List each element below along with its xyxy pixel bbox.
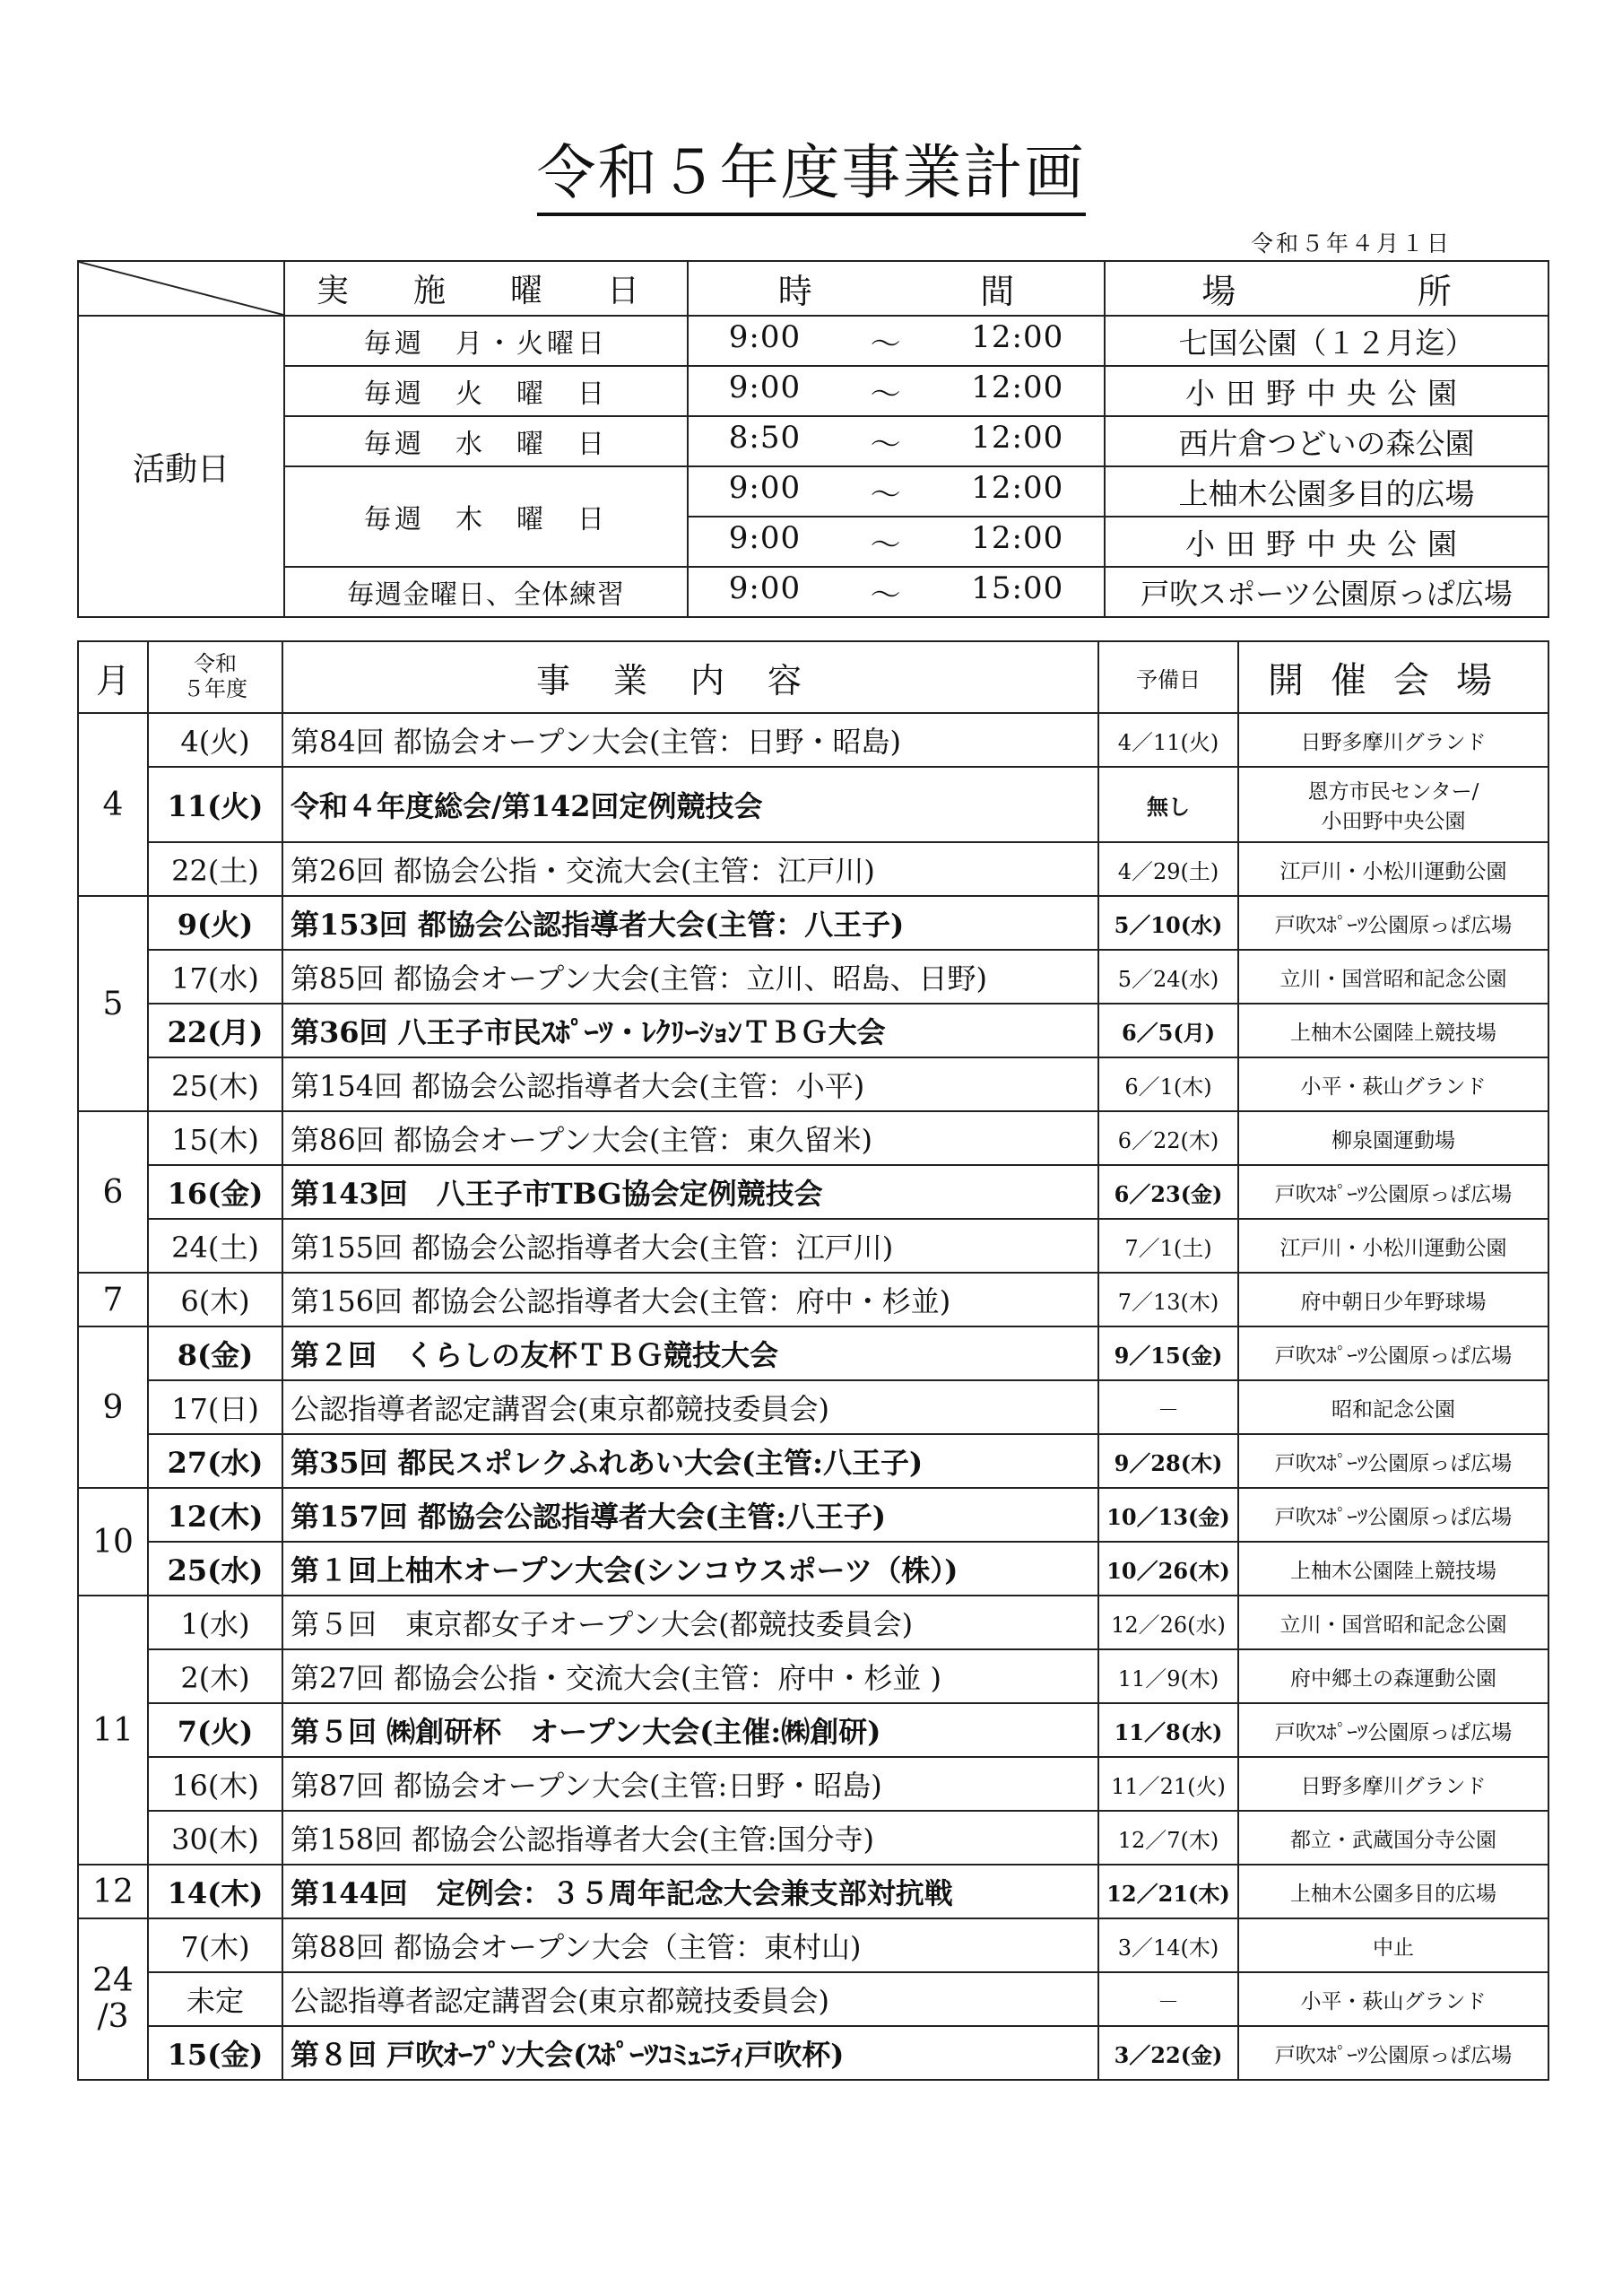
event-venue: 日野多摩川グランド (1238, 713, 1548, 767)
month-cell: 6 (78, 1111, 148, 1273)
event-date: 14(木) (148, 1865, 282, 1918)
event-name: 第88回 都協会オープン大会（主管：東村山) (282, 1918, 1098, 1972)
event-name: 第８回 戸吹ｵｰﾌﾟﾝ大会(ｽﾎﾟｰﾂｺﾐｭﾆﾃｨ戸吹杯) (282, 2026, 1098, 2080)
event-row (78, 1649, 1548, 1703)
header-time (688, 261, 1105, 316)
event-venue: 昭和記念公園 (1238, 1380, 1548, 1434)
issue-date: 令和５年４月１日 (1250, 230, 1452, 257)
slot-end: 15:00 (971, 570, 1064, 606)
event-date: 9(火) (148, 896, 282, 950)
month-cell: 7 (78, 1273, 148, 1326)
activity-slot-row (78, 466, 1548, 517)
slot-place: 西片倉つどいの森公園 (1105, 416, 1548, 466)
reserve-date: 9／15(金) (1098, 1326, 1238, 1380)
diagonal-corner-cell (78, 261, 284, 316)
event-name: 第36回 八王子市民ｽﾎﾟｰﾂ・ﾚｸﾘｰｼｮﾝＴＢＧ大会 (282, 1004, 1098, 1057)
event-venue: 戸吹ｽﾎﾟｰﾂ公園原っぱ広場 (1238, 1488, 1548, 1542)
reserve-date: 7／13(木) (1098, 1273, 1238, 1326)
slot-place: 小田野中央公園 (1105, 517, 1548, 567)
event-date: 11(火) (148, 767, 282, 842)
venue-line1: 恩方市民センター/ (1307, 780, 1479, 804)
event-date: 17(水) (148, 950, 282, 1004)
reserve-date: 7／1(土) (1098, 1219, 1238, 1273)
event-name: 第26回 都協会公指・交流大会(主管：江戸川) (282, 842, 1098, 896)
slot-time (688, 517, 1105, 567)
event-date: 未定 (148, 1972, 282, 2026)
event-name: 公認指導者認定講習会(東京都競技委員会) (282, 1380, 1098, 1434)
event-row (78, 1219, 1548, 1273)
event-row (78, 1273, 1548, 1326)
reserve-date: 5／24(水) (1098, 950, 1238, 1004)
month-cell (78, 1918, 148, 2080)
header-venue: 開催会場 (1238, 641, 1548, 713)
slot-time (688, 416, 1105, 466)
slot-sep: ～ (870, 476, 902, 513)
event-date: 2(木) (148, 1649, 282, 1703)
event-name: 第５回 ㈱創研杯 オープン大会(主催:㈱創研) (282, 1703, 1098, 1757)
slot-day: 毎週 月・火曜日 (284, 316, 688, 366)
event-row (78, 1865, 1548, 1918)
schedule-body (78, 713, 1548, 2080)
event-name: 第86回 都協会オープン大会(主管：東久留米) (282, 1111, 1098, 1165)
schedule-header-row (78, 641, 1548, 713)
venue-line2: 小田野中央公園 (1321, 810, 1466, 833)
slot-sep: ～ (870, 326, 902, 362)
reserve-date: 12／21(木) (1098, 1865, 1238, 1918)
event-row (78, 1380, 1548, 1434)
event-venue: 小平・萩山グランド (1238, 1057, 1548, 1111)
slot-place: 小田野中央公園 (1105, 366, 1548, 416)
event-venue: 府中朝日少年野球場 (1238, 1273, 1548, 1326)
header-content: 事業内容 (282, 641, 1098, 713)
slot-end: 12:00 (971, 519, 1064, 556)
slot-sep: ～ (870, 526, 902, 563)
reserve-date: 6／23(金) (1098, 1165, 1238, 1219)
event-name: 令和４年度総会/第142回定例競技会 (282, 767, 1098, 842)
activity-slot-row (78, 366, 1548, 416)
event-date: 12(木) (148, 1488, 282, 1542)
event-row (78, 1057, 1548, 1111)
event-date: 30(木) (148, 1811, 282, 1865)
event-row (78, 1434, 1548, 1488)
slot-sep: ～ (870, 426, 902, 463)
slot-place: 上柚木公園多目的広場 (1105, 466, 1548, 517)
header-date (148, 641, 282, 713)
reserve-date: － (1098, 1380, 1238, 1434)
slot-start: 9:00 (728, 318, 802, 355)
month-line2: /3 (97, 1998, 129, 2035)
slot-start: 9:00 (728, 519, 802, 556)
event-name: 第153回 都協会公認指導者大会(主管：八王子) (282, 896, 1098, 950)
event-row (78, 713, 1548, 767)
event-date: 4(火) (148, 713, 282, 767)
header-place (1105, 261, 1548, 316)
event-name: 第155回 都協会公認指導者大会(主管：江戸川) (282, 1219, 1098, 1273)
event-name: 第143回 八王子市TBG協会定例競技会 (282, 1165, 1098, 1219)
event-row (78, 1004, 1548, 1057)
event-date: 16(金) (148, 1165, 282, 1219)
event-venue: 府中郷土の森運動公園 (1238, 1649, 1548, 1703)
slot-time (688, 466, 1105, 517)
event-venue: 中止 (1238, 1918, 1548, 1972)
event-row (78, 842, 1548, 896)
event-date: 22(土) (148, 842, 282, 896)
slot-place: 七国公園（１２月迄） (1105, 316, 1548, 366)
slot-time (688, 366, 1105, 416)
slot-sep: ～ (870, 376, 902, 413)
event-venue: 立川・国営昭和記念公園 (1238, 950, 1548, 1004)
slot-start: 9:00 (728, 469, 802, 506)
event-venue: 戸吹ｽﾎﾟｰﾂ公園原っぱ広場 (1238, 1326, 1548, 1380)
slot-time (688, 567, 1105, 617)
reserve-date: 6／22(木) (1098, 1111, 1238, 1165)
header-place-b: 所 (1417, 272, 1452, 311)
event-row (78, 1165, 1548, 1219)
month-cell: 10 (78, 1488, 148, 1596)
event-date: 15(金) (148, 2026, 282, 2080)
event-row (78, 767, 1548, 842)
header-reserve: 予備日 (1098, 641, 1238, 713)
event-name: 第157回 都協会公認指導者大会(主管:八王子) (282, 1488, 1098, 1542)
activity-slot-row (78, 316, 1548, 366)
slot-start: 9:00 (728, 570, 802, 606)
month-cell: 9 (78, 1326, 148, 1488)
event-date: 8(金) (148, 1326, 282, 1380)
slot-day: 毎週 水 曜 日 (284, 416, 688, 466)
event-date: 15(木) (148, 1111, 282, 1165)
event-row (78, 896, 1548, 950)
event-name: 公認指導者認定講習会(東京都競技委員会) (282, 1972, 1098, 2026)
reserve-date: 11／9(木) (1098, 1649, 1238, 1703)
header-time-a: 時 (777, 272, 812, 311)
event-row (78, 2026, 1548, 2080)
event-venue: 小平・萩山グランド (1238, 1972, 1548, 2026)
month-cell: 4 (78, 713, 148, 896)
event-venue: 戸吹ｽﾎﾟｰﾂ公園原っぱ広場 (1238, 896, 1548, 950)
event-date: 6(木) (148, 1273, 282, 1326)
slot-end: 12:00 (971, 469, 1064, 506)
diagonal-line (79, 262, 283, 315)
event-venue: 上柚木公園陸上競技場 (1238, 1542, 1548, 1596)
slot-time (688, 316, 1105, 366)
slot-end: 12:00 (971, 318, 1064, 355)
event-date: 22(月) (148, 1004, 282, 1057)
event-row (78, 1326, 1548, 1380)
header-date-line1: 令和 (194, 651, 237, 677)
event-date: 7(火) (148, 1703, 282, 1757)
page-title: 令和５年度事業計画 (0, 144, 1622, 203)
slot-end: 12:00 (971, 369, 1064, 405)
event-name: 第84回 都協会オープン大会(主管：日野・昭島) (282, 713, 1098, 767)
event-row (78, 950, 1548, 1004)
event-venue: 立川・国営昭和記念公園 (1238, 1596, 1548, 1649)
slot-end: 12:00 (971, 419, 1064, 456)
event-venue: 柳泉園運動場 (1238, 1111, 1548, 1165)
activity-header-row (78, 261, 1548, 316)
event-venue: 都立・武蔵国分寺公園 (1238, 1811, 1548, 1865)
event-row (78, 1542, 1548, 1596)
reserve-date: 6／1(木) (1098, 1057, 1238, 1111)
event-row (78, 1703, 1548, 1757)
reserve-date: 9／28(木) (1098, 1434, 1238, 1488)
event-name: 第85回 都協会オープン大会(主管：立川、昭島、日野) (282, 950, 1098, 1004)
reserve-date: 4／29(土) (1098, 842, 1238, 896)
event-name: 第27回 都協会公指・交流大会(主管：府中・杉並 ) (282, 1649, 1098, 1703)
month-cell: 12 (78, 1865, 148, 1918)
reserve-date: 11／21(火) (1098, 1757, 1238, 1811)
event-name: 第５回 東京都女子オープン大会(都競技委員会) (282, 1596, 1098, 1649)
activity-slot-row (78, 416, 1548, 466)
event-date: 1(水) (148, 1596, 282, 1649)
event-date: 16(木) (148, 1757, 282, 1811)
month-line1: 24 (92, 1962, 134, 2000)
reserve-date: 12／26(水) (1098, 1596, 1238, 1649)
reserve-date: 3／14(木) (1098, 1918, 1238, 1972)
event-date: 27(水) (148, 1434, 282, 1488)
event-date: 17(日) (148, 1380, 282, 1434)
header-date-line2: ５年度 (183, 676, 247, 701)
event-date: 25(水) (148, 1542, 282, 1596)
event-venue: 上柚木公園多目的広場 (1238, 1865, 1548, 1918)
event-name: 第158回 都協会公認指導者大会(主管:国分寺) (282, 1811, 1098, 1865)
event-venue: 江戸川・小松川運動公園 (1238, 842, 1548, 896)
month-cell: 11 (78, 1596, 148, 1865)
event-venue: 戸吹ｽﾎﾟｰﾂ公園原っぱ広場 (1238, 2026, 1548, 2080)
activity-table (77, 260, 1549, 618)
event-name: 第156回 都協会公認指導者大会(主管：府中・杉並) (282, 1273, 1098, 1326)
slot-start: 9:00 (728, 369, 802, 405)
reserve-date: 6／5(月) (1098, 1004, 1238, 1057)
activity-slot-row (78, 567, 1548, 617)
event-venue: 江戸川・小松川運動公園 (1238, 1219, 1548, 1273)
event-date: 24(土) (148, 1219, 282, 1273)
event-date: 25(木) (148, 1057, 282, 1111)
event-name: 第144回 定例会：３５周年記念大会兼支部対抗戦 (282, 1865, 1098, 1918)
event-row (78, 1596, 1548, 1649)
reserve-date: 10／26(木) (1098, 1542, 1238, 1596)
reserve-date: 4／11(火) (1098, 713, 1238, 767)
event-name: 第87回 都協会オープン大会(主管:日野・昭島) (282, 1757, 1098, 1811)
slot-sep: ～ (870, 577, 902, 613)
reserve-date: 12／7(木) (1098, 1811, 1238, 1865)
event-venue: 戸吹ｽﾎﾟｰﾂ公園原っぱ広場 (1238, 1165, 1548, 1219)
event-row (78, 1918, 1548, 1972)
event-name: 第154回 都協会公認指導者大会(主管：小平) (282, 1057, 1098, 1111)
month-cell: 5 (78, 896, 148, 1111)
reserve-date: 11／8(水) (1098, 1703, 1238, 1757)
reserve-date: 無し (1098, 767, 1238, 842)
reserve-date: － (1098, 1972, 1238, 2026)
event-row (78, 1757, 1548, 1811)
event-venue: 上柚木公園陸上競技場 (1238, 1004, 1548, 1057)
event-venue: 戸吹ｽﾎﾟｰﾂ公園原っぱ広場 (1238, 1703, 1548, 1757)
schedule-table (77, 640, 1549, 2081)
activity-row-label: 活動日 (78, 316, 284, 617)
reserve-date: 3／22(金) (1098, 2026, 1238, 2080)
event-name: 第２回 くらしの友杯ＴＢＧ競技大会 (282, 1326, 1098, 1380)
event-date: 7(木) (148, 1918, 282, 1972)
event-row (78, 1111, 1548, 1165)
event-row (78, 1811, 1548, 1865)
header-day: 実 施 曜 日 (284, 261, 688, 316)
header-time-b: 間 (980, 272, 1015, 311)
slot-day: 毎週 火 曜 日 (284, 366, 688, 416)
event-venue (1238, 767, 1548, 842)
event-row (78, 1488, 1548, 1542)
event-venue: 日野多摩川グランド (1238, 1757, 1548, 1811)
event-row (78, 1972, 1548, 2026)
event-venue: 戸吹ｽﾎﾟｰﾂ公園原っぱ広場 (1238, 1434, 1548, 1488)
header-month: 月 (78, 641, 148, 713)
slot-day: 毎週 木 曜 日 (284, 466, 688, 567)
reserve-date: 5／10(水) (1098, 896, 1238, 950)
reserve-date: 10／13(金) (1098, 1488, 1238, 1542)
slot-start: 8:50 (728, 419, 802, 456)
slot-place: 戸吹スポーツ公園原っぱ広場 (1105, 567, 1548, 617)
event-name: 第１回上柚木オープン大会(シンコウスポーツ（株）) (282, 1542, 1098, 1596)
header-place-a: 場 (1201, 272, 1236, 311)
slot-day: 毎週金曜日、全体練習 (284, 567, 688, 617)
event-name: 第35回 都民スポレクふれあい大会(主管:八王子) (282, 1434, 1098, 1488)
